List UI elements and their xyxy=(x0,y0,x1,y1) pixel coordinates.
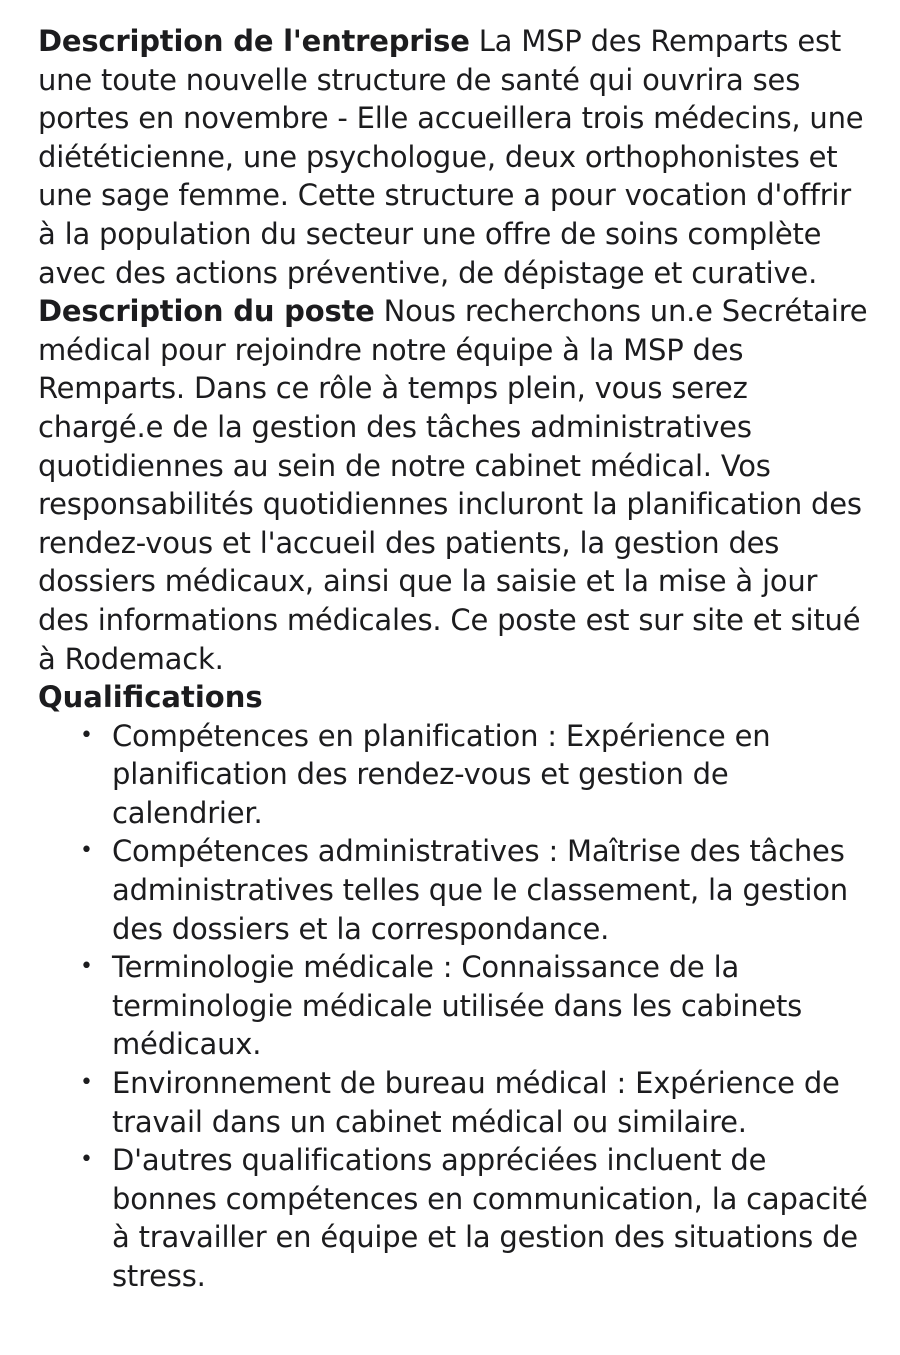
position-description-heading: Description du poste xyxy=(38,294,375,329)
qualification-text: Compétences administratives : Maîtrise des tâches administratives telles que le classement, la gestion des dossiers et la correspondance. xyxy=(112,834,848,946)
qualification-item xyxy=(38,1064,870,1141)
company-description xyxy=(38,22,870,292)
position-description-text: Nous recherchons un.e Secrétaire médical pour rejoindre notre équipe à la MSP des Remparts. Dans ce rôle à temps plein, vous serez chargé.e de la gestion des tâches administratives quotidiennes au sein de notre cabinet médical. Vos responsabilités quotidiennes incluront la planification des rendez-vous et l'accueil des patients, la gestion des dossiers médicaux, ainsi que la saisie et la mise à jour des informations médicales. Ce poste est sur site et situé à Rodemack. xyxy=(38,294,868,676)
qualification-item xyxy=(38,832,870,948)
qualification-item xyxy=(38,717,870,833)
bullet-icon: • xyxy=(80,838,93,864)
bullet-icon: • xyxy=(80,954,93,980)
qualification-text: Compétences en planification : Expérience en planification des rendez-vous et gestion de calendrier. xyxy=(112,718,771,830)
bullet-icon: • xyxy=(80,1070,93,1096)
qualifications-title: Qualifications xyxy=(38,680,263,715)
bullet-icon: • xyxy=(80,722,93,748)
qualification-item xyxy=(38,948,870,1064)
qualification-item xyxy=(38,1141,870,1295)
qualification-text: Terminologie médicale : Connaissance de la terminologie médicale utilisée dans les cabinets médicaux. xyxy=(112,950,803,1062)
qualification-text: D'autres qualifications appréciées incluent de bonnes compétences en communication, la capacité à travailler en équipe et la gestion des situations de stress. xyxy=(112,1143,868,1293)
position-description xyxy=(38,292,870,678)
bullet-icon: • xyxy=(80,1147,93,1173)
company-description-heading: Description de l'entreprise xyxy=(38,24,470,58)
qualifications-list xyxy=(38,717,870,1296)
company-description-text: La MSP des Remparts est une toute nouvelle structure de santé qui ouvrira ses portes en novembre - Elle accueillera trois médecins, une diététicienne, une psychologue, deux orthophonistes et une sage femme. Cette structure a pour vocation d'offrir à la population du secteur une offre de soins complète avec des actions préventive, de dépistage et curative. xyxy=(38,24,864,290)
qualification-text: Environnement de bureau médical : Expérience de travail dans un cabinet médical ou similaire. xyxy=(112,1066,840,1139)
